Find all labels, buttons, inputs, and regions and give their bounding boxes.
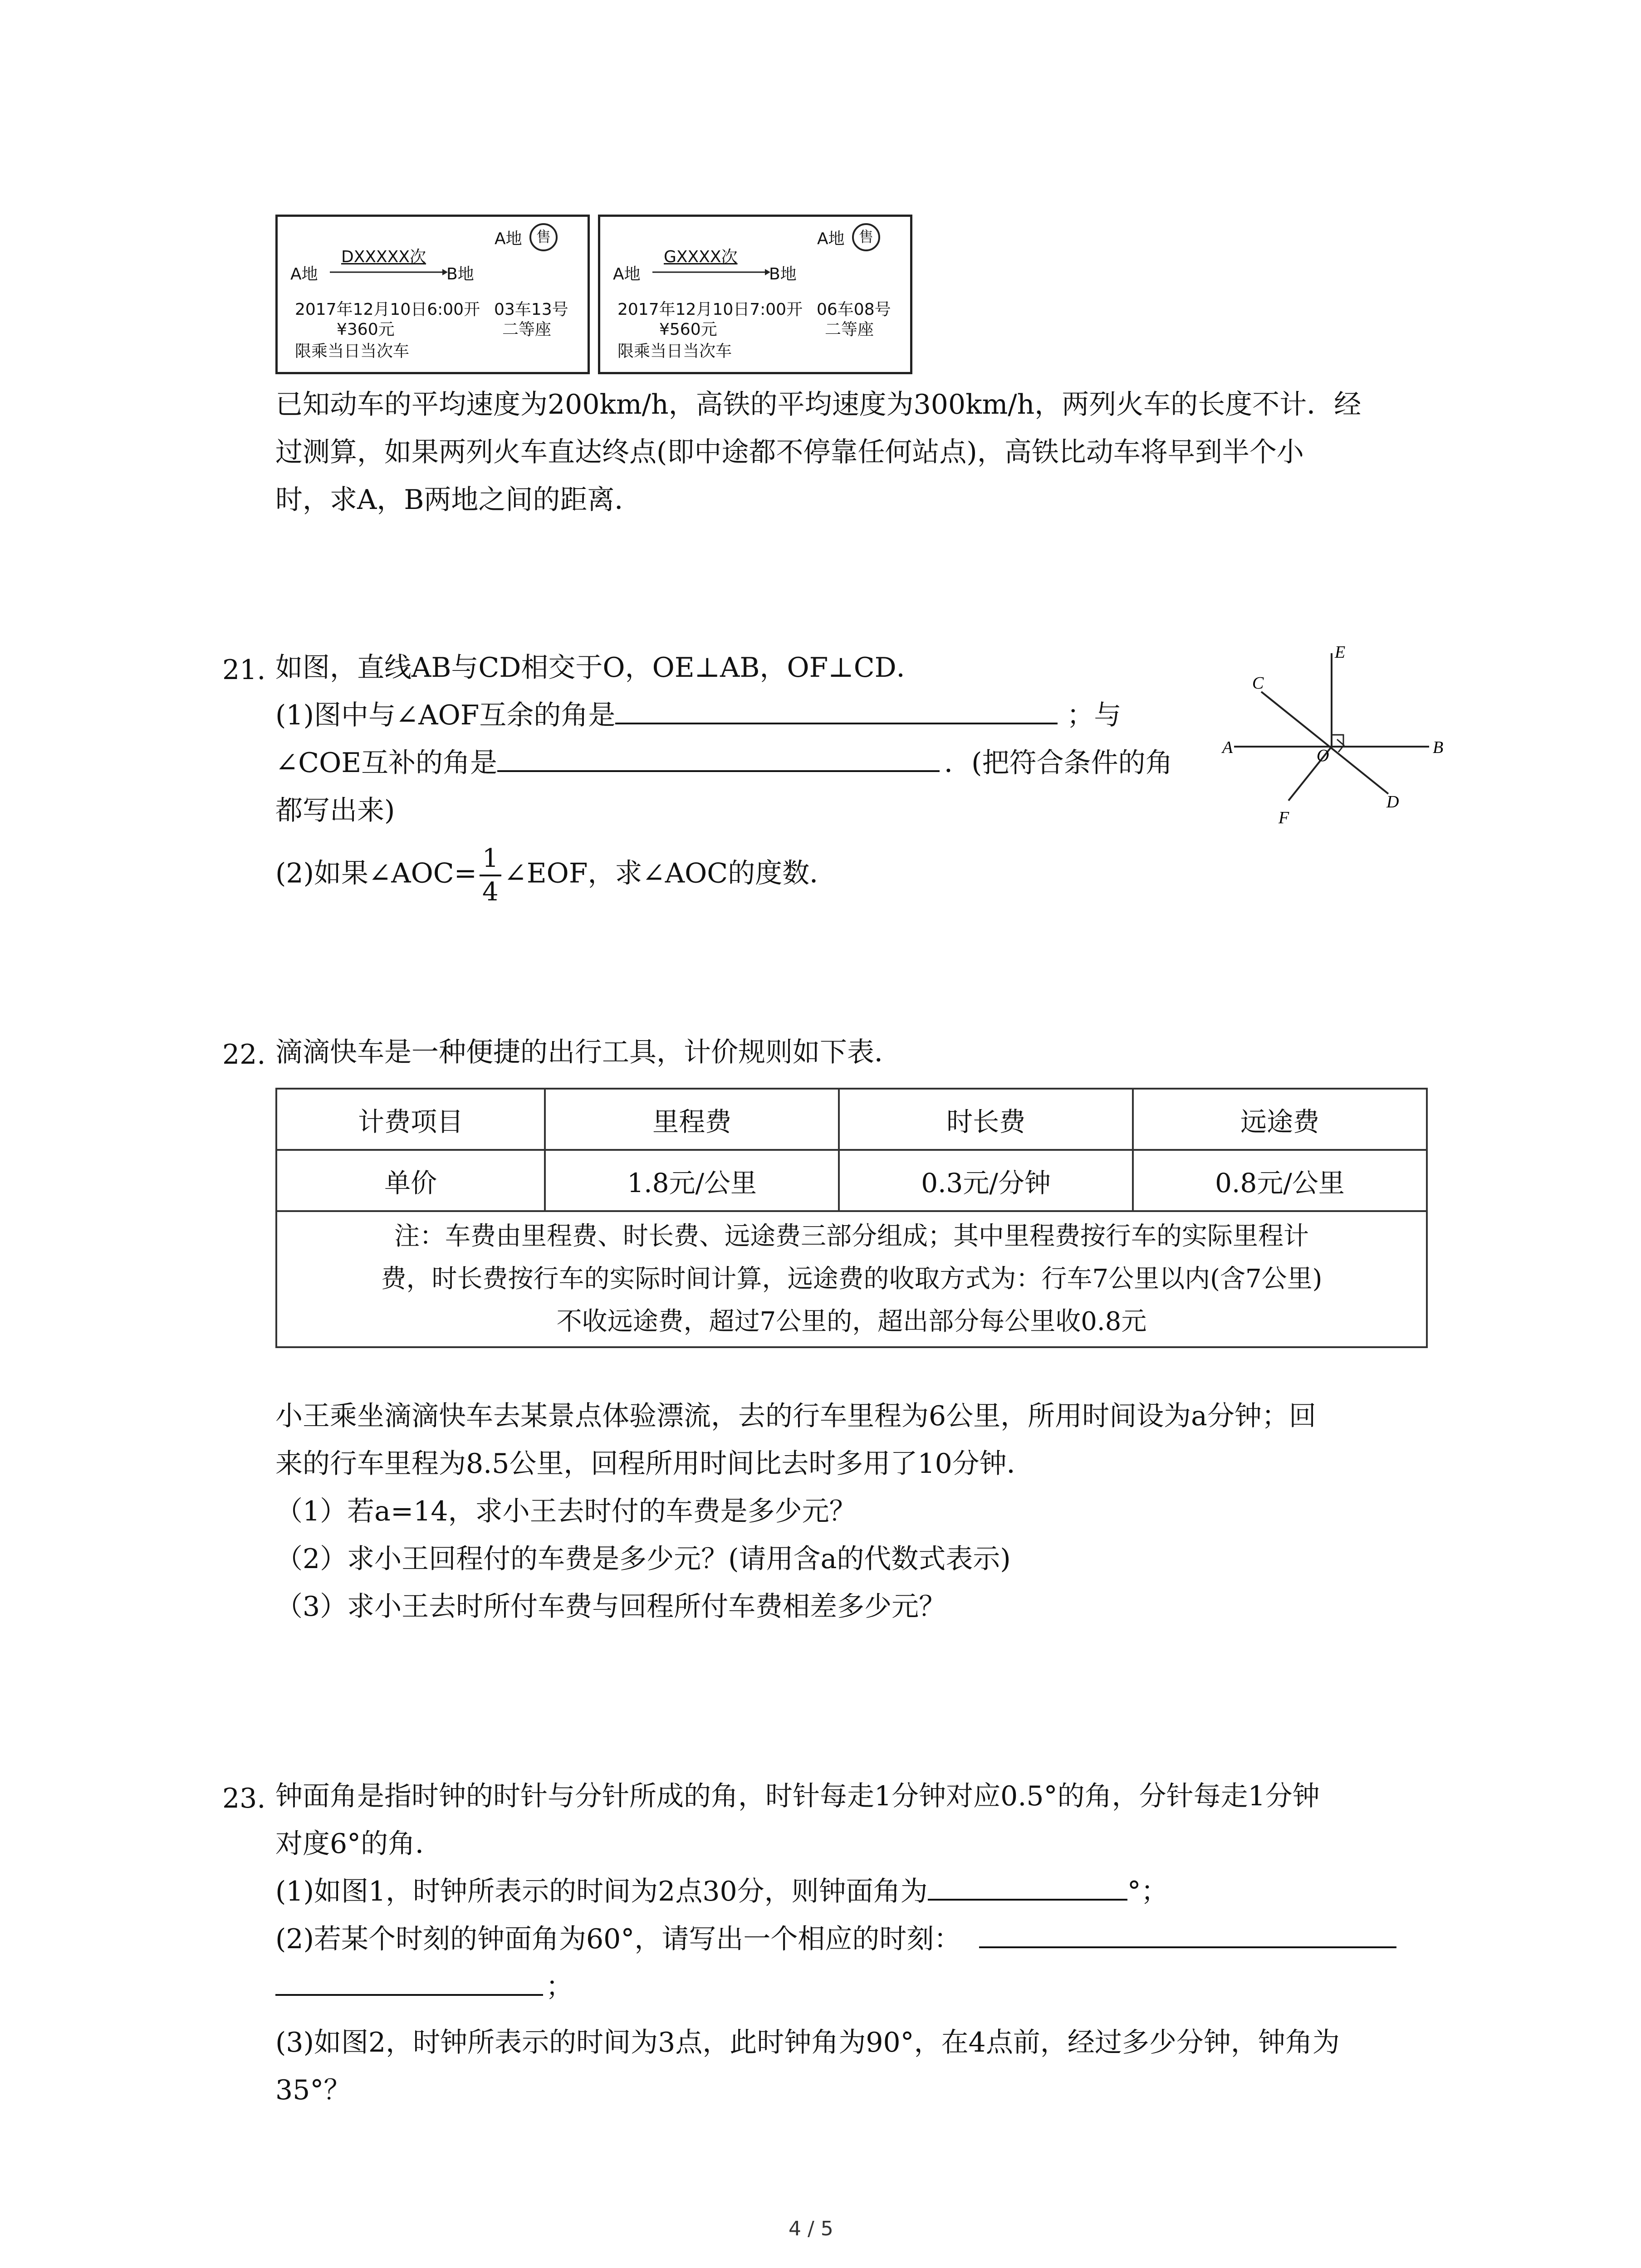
label-o: O xyxy=(1317,746,1329,765)
q21-body xyxy=(275,644,1228,908)
q22-para1: 小王乘坐滴滴快车去某景点体验漂流，去的行车里程为6公里，所用时间设为a分钟；回 xyxy=(275,1400,1316,1432)
line-cd xyxy=(1261,692,1388,794)
q21-part1-line2 xyxy=(275,739,1228,787)
table-header: 里程费 xyxy=(545,1089,839,1150)
q21-p1-text: (1)图中与∠AOF互余的角是 xyxy=(275,699,616,731)
ticket-station: A地 xyxy=(495,230,522,248)
ticket-seat: 06车08号 xyxy=(817,300,891,319)
ticket-restriction: 限乘当日当次车 xyxy=(295,342,410,361)
q23-answer-blank-2b[interactable] xyxy=(275,1967,543,1996)
q21-p1d-text: ．(把符合条件的角 xyxy=(944,747,1173,779)
label-d: D xyxy=(1386,792,1399,811)
ticket-price: ¥360元 xyxy=(337,320,395,339)
table-note xyxy=(276,1211,1427,1347)
table-header: 时长费 xyxy=(839,1089,1133,1150)
q22-sub3: （3）求小王去时所付车费与回程所付车费相差多少元？ xyxy=(275,1591,946,1623)
table-cell: 1.8元/公里 xyxy=(545,1150,839,1211)
sold-mark-icon: 售 xyxy=(529,223,558,251)
label-a: A xyxy=(1222,738,1233,757)
q23-part1 xyxy=(275,1868,1455,1916)
q23-p2-end: ； xyxy=(546,1971,573,2003)
ticket-seat-class: 二等座 xyxy=(825,320,874,339)
q20-line2: 过测算，如果两列火车直达终点(即中途都不停靠任何站点)，高铁比动车将早到半个小 xyxy=(275,436,1304,468)
q21-p1c-text: ∠COE互补的角是 xyxy=(275,747,498,779)
q23-p1-text: (1)如图1，时钟所表示的时间为2点30分，则钟面角为 xyxy=(275,1876,928,1907)
ticket-from: A地 xyxy=(613,265,641,284)
q21-answer-blank-2[interactable] xyxy=(497,743,940,772)
q21-p2b-text: ∠EOF，求∠AOC的度数． xyxy=(504,857,837,890)
q20-line1: 已知动车的平均速度为200km/h，高铁的平均速度为300km/h，两列火车的长度不计．经 xyxy=(275,389,1362,420)
q23-answer-blank-1[interactable] xyxy=(928,1872,1127,1901)
q23-part3: (3)如图2，时钟所表示的时间为3点，此时钟角为90°，在4点前，经过多少分钟，钟角为 xyxy=(275,2027,1340,2058)
q21-figure xyxy=(1216,640,1452,839)
ticket-seat-class: 二等座 xyxy=(502,320,552,339)
page-number: 4 / 5 xyxy=(789,2217,833,2240)
q22-number: 22. xyxy=(222,1039,266,1070)
q21-stem: 如图，直线AB与CD相交于O，OE⊥AB，OF⊥CD． xyxy=(275,652,924,684)
table-header: 远途费 xyxy=(1133,1089,1427,1150)
ticket-price: ¥560元 xyxy=(659,320,717,339)
q23-p2-text: (2)若某个时刻的钟面角为60°，请写出一个相应的时刻： xyxy=(275,1923,961,1955)
q21-part2 xyxy=(275,843,1228,908)
ticket-station: A地 xyxy=(817,230,845,248)
ticket-to: B地 xyxy=(769,265,797,284)
label-e: E xyxy=(1335,643,1346,662)
fraction-numerator: 1 xyxy=(480,843,501,876)
ticket-seat: 03车13号 xyxy=(494,300,568,319)
label-c: C xyxy=(1252,674,1264,693)
ticket-to: B地 xyxy=(446,265,474,284)
q21-answer-blank-1[interactable] xyxy=(615,695,1058,724)
ticket-datetime: 2017年12月10日7:00开 xyxy=(617,300,803,319)
pricing-table xyxy=(275,1088,1428,1348)
table-cell: 0.3元/分钟 xyxy=(839,1150,1133,1211)
q20-text xyxy=(275,381,1455,524)
table-cell: 单价 xyxy=(276,1150,545,1211)
q21-p1-text-end: ；与 xyxy=(1067,699,1122,731)
right-angle-mark xyxy=(1332,735,1343,747)
q23-line1: 钟面角是指时钟的时针与分针所成的角，时针每走1分钟对应0.5°的角，分针每走1分钟 xyxy=(275,1780,1320,1812)
table-cell: 0.8元/公里 xyxy=(1133,1150,1427,1211)
q23-number: 23. xyxy=(222,1783,266,1814)
q22-body xyxy=(275,1393,1455,1631)
q22-para2: 来的行车里程为8.5公里，回程所用时间比去时多用了10分钟． xyxy=(275,1448,1034,1480)
ticket-d-train xyxy=(275,215,590,374)
q23-part2 xyxy=(275,1916,1455,1963)
q21-number: 21. xyxy=(222,654,266,686)
arrow-icon xyxy=(652,268,770,277)
q23-p1-unit: °； xyxy=(1127,1876,1168,1907)
ticket-train: GXXXX次 xyxy=(664,248,738,266)
q22-stem: 滴滴快车是一种便捷的出行工具，计价规则如下表． xyxy=(275,1036,901,1068)
q23-line2: 对度6°的角． xyxy=(275,1828,443,1860)
label-f: F xyxy=(1279,808,1289,827)
q21-p1e: 都写出来) xyxy=(275,795,395,826)
q23-part3-cont: 35°？ xyxy=(275,2074,351,2106)
q23-body xyxy=(275,1773,1455,2114)
ticket-train: DXXXXX次 xyxy=(341,248,426,266)
fraction-denominator: 4 xyxy=(482,877,499,907)
ticket-datetime: 2017年12月10日6:00开 xyxy=(295,300,480,319)
q23-part2-cont xyxy=(275,1963,1455,2011)
note-line2: 费，时长费按行车的实际时间计算，远途费的收取方式为：行车7公里以内(含7公里) xyxy=(381,1264,1323,1294)
note-line1: 注：车费由里程费、时长费、远途费三部分组成；其中里程费按行车的实际里程计 xyxy=(394,1222,1309,1251)
sold-mark-icon: 售 xyxy=(852,223,880,251)
q21-p2-text: (2)如果∠AOC= xyxy=(275,857,477,890)
q22-sub2: （2）求小王回程付的车费是多少元？(请用含a的代数式表示) xyxy=(275,1543,1011,1575)
q22-sub1: （1）若a=14，求小王去时付的车费是多少元？ xyxy=(275,1496,857,1527)
ticket-restriction: 限乘当日当次车 xyxy=(617,342,732,361)
fraction-one-quarter xyxy=(480,843,501,908)
label-b: B xyxy=(1433,738,1444,757)
ticket-g-train xyxy=(598,215,912,374)
arrow-icon xyxy=(330,268,448,277)
q23-answer-blank-2a[interactable] xyxy=(979,1919,1396,1948)
q20-line3: 时，求A，B两地之间的距离． xyxy=(275,484,642,516)
table-header: 计费项目 xyxy=(276,1089,545,1150)
q21-part1-line1 xyxy=(275,692,1228,739)
ticket-from: A地 xyxy=(290,265,318,284)
note-line3: 不收远途费，超过7公里的，超出部分每公里收0.8元 xyxy=(556,1307,1147,1336)
